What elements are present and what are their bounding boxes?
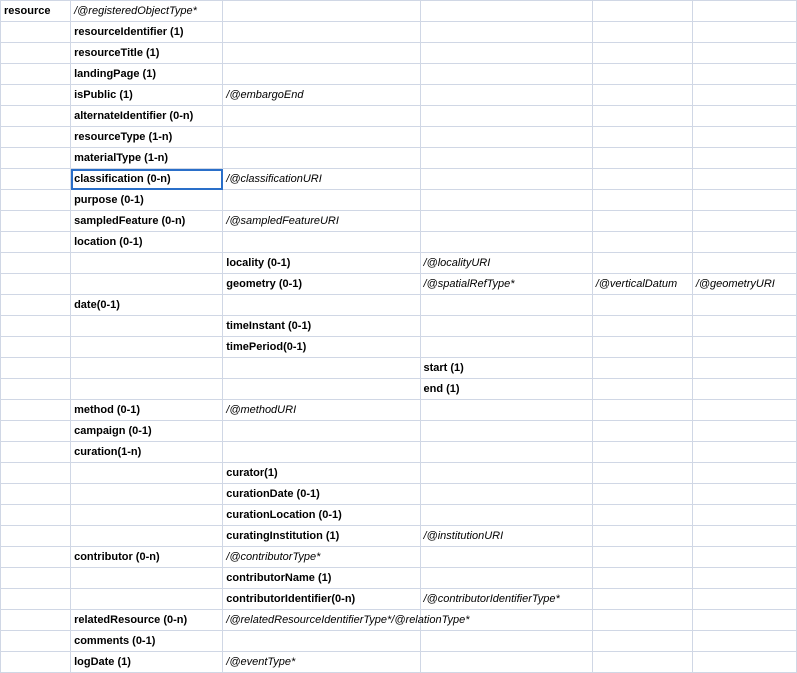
cell-D23[interactable] — [420, 463, 592, 484]
cell-E31[interactable] — [592, 631, 692, 652]
cell-B14[interactable] — [71, 274, 223, 295]
cell-B19[interactable] — [71, 379, 223, 400]
cell-E26[interactable] — [592, 526, 692, 547]
cell-C2[interactable] — [223, 22, 420, 43]
cell-A11[interactable] — [1, 211, 71, 232]
cell-F2[interactable] — [692, 22, 796, 43]
cell-B28[interactable] — [71, 568, 223, 589]
cell-F11[interactable] — [692, 211, 796, 232]
cell-E25[interactable] — [592, 505, 692, 526]
cell-D20[interactable] — [420, 400, 592, 421]
cell-D29[interactable]: /@contributorIdentifierType* — [420, 589, 592, 610]
table-row — [1, 295, 797, 316]
cell-B1[interactable]: /@registeredObjectType* — [71, 1, 223, 22]
cell-A10[interactable] — [1, 190, 71, 211]
cell-B25[interactable] — [71, 505, 223, 526]
cell-B22[interactable]: curation(1-n) — [71, 442, 223, 463]
cell-E13[interactable] — [592, 253, 692, 274]
cell-A5[interactable] — [1, 85, 71, 106]
cell-E10[interactable] — [592, 190, 692, 211]
cell-C17[interactable]: timePeriod(0-1) — [223, 337, 420, 358]
table-row — [1, 337, 797, 358]
cell-F13[interactable] — [692, 253, 796, 274]
cell-F28[interactable] — [692, 568, 796, 589]
cell-D26[interactable]: /@institutionURI — [420, 526, 592, 547]
table-row — [1, 22, 797, 43]
cell-A32[interactable] — [1, 652, 71, 673]
cell-D8[interactable] — [420, 148, 592, 169]
cell-A6[interactable] — [1, 106, 71, 127]
cell-C16[interactable]: timeInstant (0-1) — [223, 316, 420, 337]
table-row — [1, 232, 797, 253]
cell-F25[interactable] — [692, 505, 796, 526]
table-row — [1, 106, 797, 127]
cell-A4[interactable] — [1, 64, 71, 85]
cell-E21[interactable] — [592, 421, 692, 442]
cell-B16[interactable] — [71, 316, 223, 337]
cell-C32[interactable]: /@eventType* — [223, 652, 420, 673]
cell-C3[interactable] — [223, 43, 420, 64]
cell-A28[interactable] — [1, 568, 71, 589]
cell-B4[interactable]: landingPage (1) — [71, 64, 223, 85]
table-row — [1, 127, 797, 148]
cell-A13[interactable] — [1, 253, 71, 274]
cell-D21[interactable] — [420, 421, 592, 442]
cell-E27[interactable] — [592, 547, 692, 568]
cell-B18[interactable] — [71, 358, 223, 379]
cell-C8[interactable] — [223, 148, 420, 169]
cell-B11[interactable]: sampledFeature (0-n) — [71, 211, 223, 232]
cell-F6[interactable] — [692, 106, 796, 127]
cell-F5[interactable] — [692, 85, 796, 106]
cell-F22[interactable] — [692, 442, 796, 463]
cell-A15[interactable] — [1, 295, 71, 316]
cell-E9[interactable] — [592, 169, 692, 190]
cell-D2[interactable] — [420, 22, 592, 43]
cell-F18[interactable] — [692, 358, 796, 379]
cell-B9[interactable]: classification (0-n) — [71, 169, 223, 190]
cell-D5[interactable] — [420, 85, 592, 106]
cell-D31[interactable] — [420, 631, 592, 652]
cell-D17[interactable] — [420, 337, 592, 358]
cell-A12[interactable] — [1, 232, 71, 253]
cell-A7[interactable] — [1, 127, 71, 148]
cell-C1[interactable] — [223, 1, 420, 22]
table-row — [1, 610, 797, 631]
cell-D10[interactable] — [420, 190, 592, 211]
cell-E6[interactable] — [592, 106, 692, 127]
cell-B15[interactable]: date(0-1) — [71, 295, 223, 316]
cell-E19[interactable] — [592, 379, 692, 400]
cell-C9[interactable]: /@classificationURI — [223, 169, 420, 190]
cell-B7[interactable]: resourceType (1-n) — [71, 127, 223, 148]
cell-E24[interactable] — [592, 484, 692, 505]
cell-B29[interactable] — [71, 589, 223, 610]
cell-E17[interactable] — [592, 337, 692, 358]
cell-A31[interactable] — [1, 631, 71, 652]
cell-D1[interactable] — [420, 1, 592, 22]
cell-B20[interactable]: method (0-1) — [71, 400, 223, 421]
cell-B26[interactable] — [71, 526, 223, 547]
cell-B3[interactable]: resourceTitle (1) — [71, 43, 223, 64]
cell-A27[interactable] — [1, 547, 71, 568]
table-row — [1, 568, 797, 589]
cell-F29[interactable] — [692, 589, 796, 610]
cell-E5[interactable] — [592, 85, 692, 106]
cell-C21[interactable] — [223, 421, 420, 442]
cell-A26[interactable] — [1, 526, 71, 547]
cell-A16[interactable] — [1, 316, 71, 337]
table-row — [1, 190, 797, 211]
cell-B13[interactable] — [71, 253, 223, 274]
cell-B32[interactable]: logDate (1) — [71, 652, 223, 673]
cell-C23[interactable]: curator(1) — [223, 463, 420, 484]
cell-C31[interactable] — [223, 631, 420, 652]
table-row — [1, 421, 797, 442]
cell-E29[interactable] — [592, 589, 692, 610]
cell-A30[interactable] — [1, 610, 71, 631]
cell-B17[interactable] — [71, 337, 223, 358]
cell-A17[interactable] — [1, 337, 71, 358]
table-row — [1, 547, 797, 568]
cell-A21[interactable] — [1, 421, 71, 442]
cell-E2[interactable] — [592, 22, 692, 43]
cell-B21[interactable]: campaign (0-1) — [71, 421, 223, 442]
cell-F32[interactable] — [692, 652, 796, 673]
cell-D7[interactable] — [420, 127, 592, 148]
cell-A25[interactable] — [1, 505, 71, 526]
cell-B23[interactable] — [71, 463, 223, 484]
cell-F30[interactable] — [692, 610, 796, 631]
cell-C11[interactable]: /@sampledFeatureURI — [223, 211, 420, 232]
cell-C19[interactable] — [223, 379, 420, 400]
cell-D27[interactable] — [420, 547, 592, 568]
cell-A23[interactable] — [1, 463, 71, 484]
cell-D11[interactable] — [420, 211, 592, 232]
cell-C22[interactable] — [223, 442, 420, 463]
cell-F27[interactable] — [692, 547, 796, 568]
table-row — [1, 379, 797, 400]
cell-D12[interactable] — [420, 232, 592, 253]
cell-F16[interactable] — [692, 316, 796, 337]
cell-A8[interactable] — [1, 148, 71, 169]
table-row — [1, 43, 797, 64]
cell-C28[interactable]: contributorName (1) — [223, 568, 420, 589]
cell-E7[interactable] — [592, 127, 692, 148]
cell-E30[interactable] — [592, 610, 692, 631]
cell-F31[interactable] — [692, 631, 796, 652]
cell-D6[interactable] — [420, 106, 592, 127]
cell-D32[interactable] — [420, 652, 592, 673]
cell-C13[interactable]: locality (0-1) — [223, 253, 420, 274]
table-row — [1, 211, 797, 232]
cell-E1[interactable] — [592, 1, 692, 22]
cell-E4[interactable] — [592, 64, 692, 85]
cell-A19[interactable] — [1, 379, 71, 400]
cell-F24[interactable] — [692, 484, 796, 505]
table-row — [1, 484, 797, 505]
cell-C12[interactable] — [223, 232, 420, 253]
cell-E16[interactable] — [592, 316, 692, 337]
cell-B12[interactable]: location (0-1) — [71, 232, 223, 253]
cell-E11[interactable] — [592, 211, 692, 232]
cell-A29[interactable] — [1, 589, 71, 610]
cell-D28[interactable] — [420, 568, 592, 589]
cell-F15[interactable] — [692, 295, 796, 316]
cell-D9[interactable] — [420, 169, 592, 190]
cell-A2[interactable] — [1, 22, 71, 43]
cell-A18[interactable] — [1, 358, 71, 379]
cell-E18[interactable] — [592, 358, 692, 379]
cell-B10[interactable]: purpose (0-1) — [71, 190, 223, 211]
cell-F20[interactable] — [692, 400, 796, 421]
cell-C27[interactable]: /@contributorType* — [223, 547, 420, 568]
cell-F14[interactable]: /@geometryURI — [692, 274, 796, 295]
cell-F26[interactable] — [692, 526, 796, 547]
cell-F19[interactable] — [692, 379, 796, 400]
cell-D18[interactable]: start (1) — [420, 358, 592, 379]
cell-E22[interactable] — [592, 442, 692, 463]
cell-A22[interactable] — [1, 442, 71, 463]
cell-F23[interactable] — [692, 463, 796, 484]
cell-E20[interactable] — [592, 400, 692, 421]
cell-C7[interactable] — [223, 127, 420, 148]
cell-C25[interactable]: curationLocation (0-1) — [223, 505, 420, 526]
cell-D15[interactable] — [420, 295, 592, 316]
cell-D3[interactable] — [420, 43, 592, 64]
table-row — [1, 253, 797, 274]
cell-B5[interactable]: isPublic (1) — [71, 85, 223, 106]
cell-D13[interactable]: /@localityURI — [420, 253, 592, 274]
cell-C18[interactable] — [223, 358, 420, 379]
cell-A24[interactable] — [1, 484, 71, 505]
cell-E3[interactable] — [592, 43, 692, 64]
cell-A14[interactable] — [1, 274, 71, 295]
table-row — [1, 316, 797, 337]
cell-F3[interactable] — [692, 43, 796, 64]
table-row — [1, 463, 797, 484]
cell-C20[interactable]: /@methodURI — [223, 400, 420, 421]
table-row — [1, 526, 797, 547]
table-row — [1, 400, 797, 421]
cell-C24[interactable]: curationDate (0-1) — [223, 484, 420, 505]
table-row — [1, 442, 797, 463]
cell-F12[interactable] — [692, 232, 796, 253]
table-row — [1, 85, 797, 106]
cell-B30[interactable]: relatedResource (0-n) — [71, 610, 223, 631]
cell-F1[interactable] — [692, 1, 796, 22]
cell-C4[interactable] — [223, 64, 420, 85]
cell-A20[interactable] — [1, 400, 71, 421]
cell-F10[interactable] — [692, 190, 796, 211]
cell-D14[interactable]: /@spatialRefType* — [420, 274, 592, 295]
cell-C30[interactable]: /@relatedResourceIdentifierType*/@relationType* — [223, 610, 420, 631]
table-row — [1, 148, 797, 169]
cell-A3[interactable] — [1, 43, 71, 64]
table-row — [1, 589, 797, 610]
table-row — [1, 652, 797, 673]
cell-C10[interactable] — [223, 190, 420, 211]
cell-C5[interactable]: /@embargoEnd — [223, 85, 420, 106]
cell-F7[interactable] — [692, 127, 796, 148]
cell-B6[interactable]: alternateIdentifier (0-n) — [71, 106, 223, 127]
cell-B24[interactable] — [71, 484, 223, 505]
cell-F17[interactable] — [692, 337, 796, 358]
table-row — [1, 358, 797, 379]
table-row — [1, 274, 797, 295]
cell-C15[interactable] — [223, 295, 420, 316]
cell-E15[interactable] — [592, 295, 692, 316]
cell-C29[interactable]: contributorIdentifier(0-n) — [223, 589, 420, 610]
table-row — [1, 169, 797, 190]
cell-C26[interactable]: curatingInstitution (1) — [223, 526, 420, 547]
cell-D16[interactable] — [420, 316, 592, 337]
table-row — [1, 631, 797, 652]
cell-A9[interactable] — [1, 169, 71, 190]
cell-B8[interactable]: materialType (1-n) — [71, 148, 223, 169]
cell-F21[interactable] — [692, 421, 796, 442]
table-row — [1, 64, 797, 85]
cell-B27[interactable]: contributor (0-n) — [71, 547, 223, 568]
cell-A1[interactable]: resource — [1, 1, 71, 22]
cell-B31[interactable]: comments (0-1) — [71, 631, 223, 652]
cell-F4[interactable] — [692, 64, 796, 85]
cell-E12[interactable] — [592, 232, 692, 253]
cell-B2[interactable]: resourceIdentifier (1) — [71, 22, 223, 43]
table-row — [1, 505, 797, 526]
table-row — [1, 1, 797, 22]
cell-D24[interactable] — [420, 484, 592, 505]
cell-F9[interactable] — [692, 169, 796, 190]
cell-E32[interactable] — [592, 652, 692, 673]
cell-D22[interactable] — [420, 442, 592, 463]
cell-C14[interactable]: geometry (0-1) — [223, 274, 420, 295]
cell-E8[interactable] — [592, 148, 692, 169]
cell-D4[interactable] — [420, 64, 592, 85]
cell-E28[interactable] — [592, 568, 692, 589]
cell-F8[interactable] — [692, 148, 796, 169]
cell-D19[interactable]: end (1) — [420, 379, 592, 400]
cell-D25[interactable] — [420, 505, 592, 526]
cell-E14[interactable]: /@verticalDatum — [592, 274, 692, 295]
cell-C6[interactable] — [223, 106, 420, 127]
cell-E23[interactable] — [592, 463, 692, 484]
